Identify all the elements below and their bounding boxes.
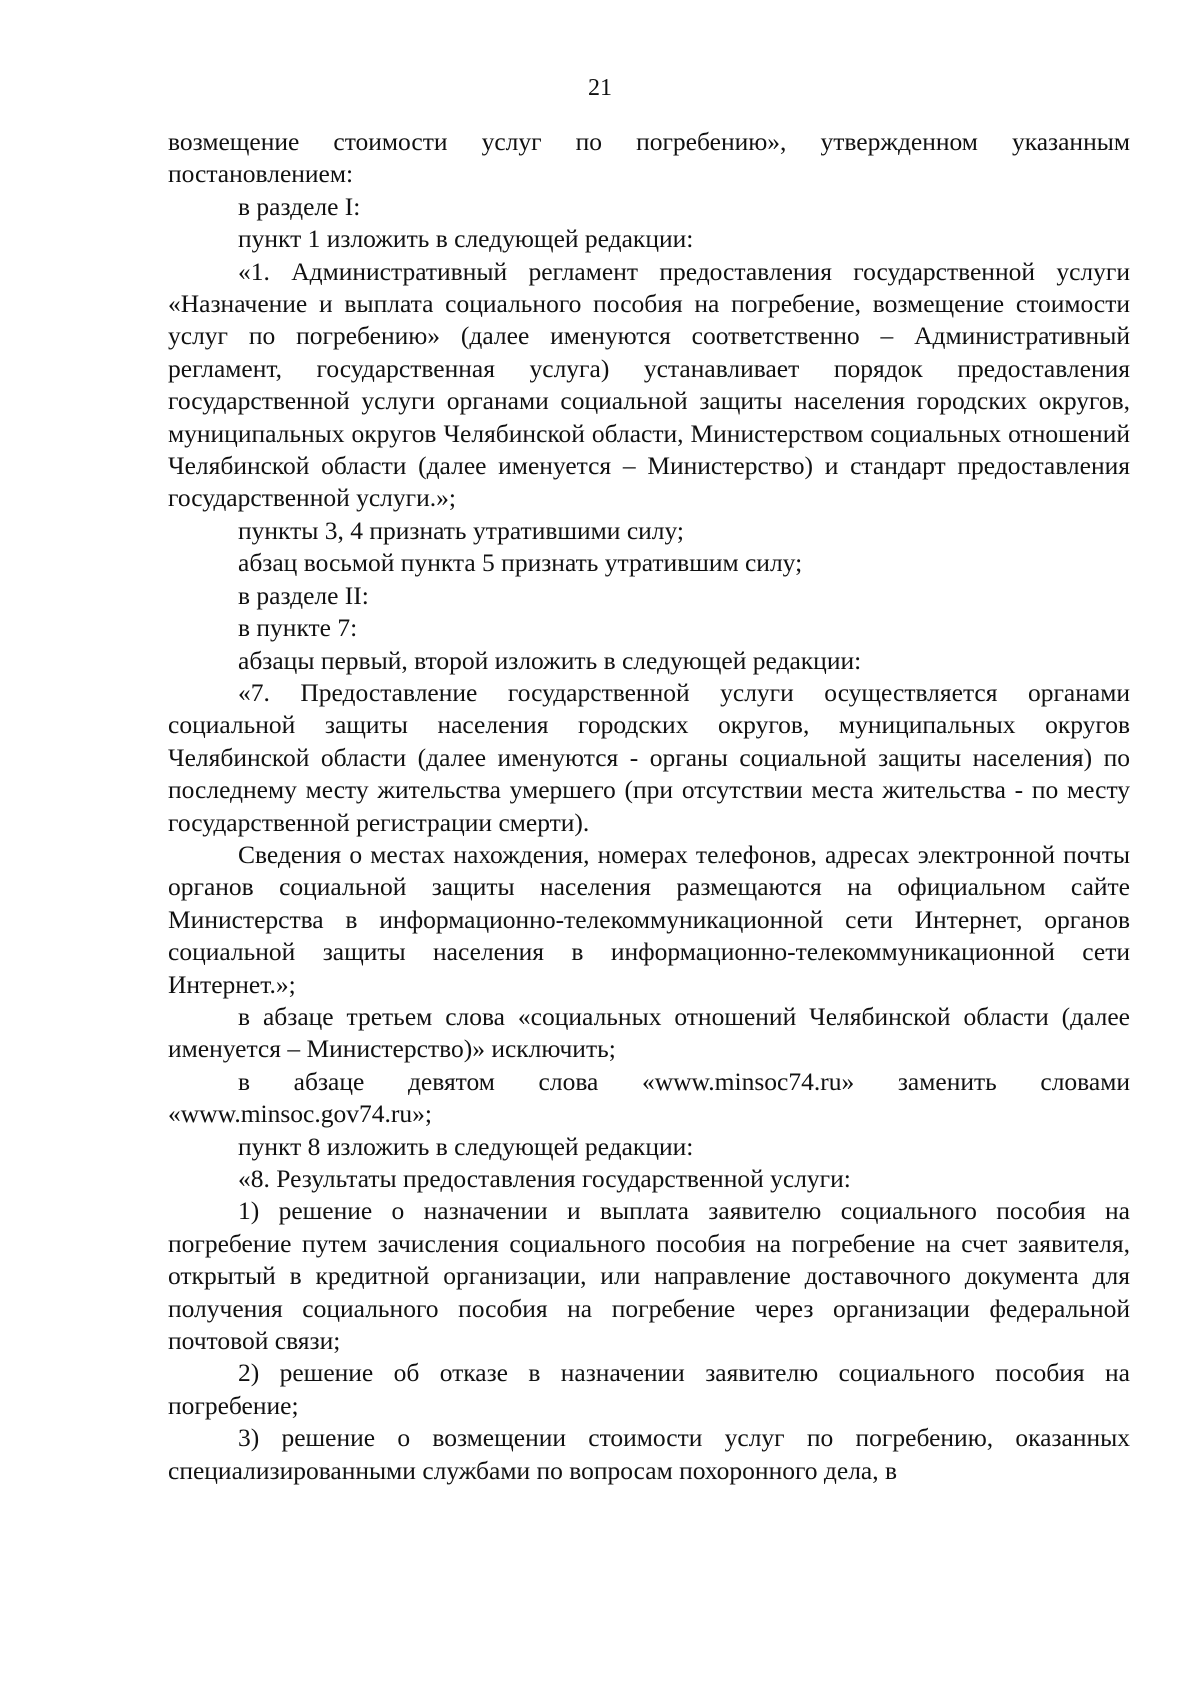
paragraph-11: Сведения о местах нахождения, номерах телефонов, адресах электронной почты органов социальной защиты населения размещаются на официальном сайте Министерства в информационно-телекоммуникационной сети Интернет, органов социальной защиты населения в информационно-телекоммуникационной сети Интернет.»; <box>168 839 1130 999</box>
paragraph-10: «7. Предоставление государственной услуги осуществляется органами социальной защиты населения городских округов, муниципальных округов Челябинской области (далее именуются - органы социальной защиты населения) по последнему месту жительства умершего (при отсутствии места жительства - по месту государственной регистрации смерти). <box>168 677 1130 837</box>
paragraph-14: пункт 8 изложить в следующей редакции: <box>238 1131 694 1161</box>
paragraph-17: 2) решение об отказе в назначении заявителю социального пособия на погребение; <box>168 1358 1130 1420</box>
paragraph-6: абзац восьмой пункта 5 признать утратившим силу; <box>238 548 803 578</box>
page-number: 21 <box>588 75 612 101</box>
paragraph-18: 3) решение о возмещении стоимости услуг по погребению, оказанных специализированными службами по вопросам похоронного дела, в <box>168 1423 1130 1485</box>
paragraph-4: «1. Административный регламент предоставления государственной услуги «Назначение и выплата социального пособия на погребение, возмещение стоимости услуг по погребению» (далее именуются соответственно – Административный регламент, государственная услуга) устанавливает порядок предоставления государственной услуги органами социальной защиты населения городских округов, муниципальных округов Челябинской области, Министерством социальных отношений Челябинской области (далее именуется – Министерство) и стандарт предоставления государственной услуги.»; <box>168 256 1130 513</box>
paragraph-7: в разделе II: <box>238 580 369 610</box>
paragraph-2: в разделе I: <box>238 191 361 221</box>
paragraph-8: в пункте 7: <box>238 613 358 643</box>
paragraph-9: абзацы первый, второй изложить в следующей редакции: <box>238 645 862 675</box>
document-body <box>168 126 1130 1487</box>
paragraph-13: в абзаце девятом слова «www.minsoc74.ru» заменить словами «www.minsoc.gov74.ru»; <box>168 1066 1130 1129</box>
paragraph-5: пункты 3, 4 признать утратившими силу; <box>238 515 685 545</box>
paragraph-3: пункт 1 изложить в следующей редакции: <box>238 224 694 254</box>
paragraph-15: «8. Результаты предоставления государственной услуги: <box>238 1164 851 1193</box>
paragraph-16: 1) решение о назначении и выплата заявителю социального пособия на погребение путем зачисления социального пособия на погребение на счет заявителя, открытый в кредитной организации, или направление доставочного документа для получения социального пособия на погребение через организации федеральной почтовой связи; <box>168 1196 1130 1356</box>
paragraph-1: возмещение стоимости услуг по погребению», утвержденном указанным постановлением: <box>168 127 1130 189</box>
paragraph-12: в абзаце третьем слова «социальных отношений Челябинской области (далее именуется – Министерство)» исключить; <box>168 1001 1130 1064</box>
